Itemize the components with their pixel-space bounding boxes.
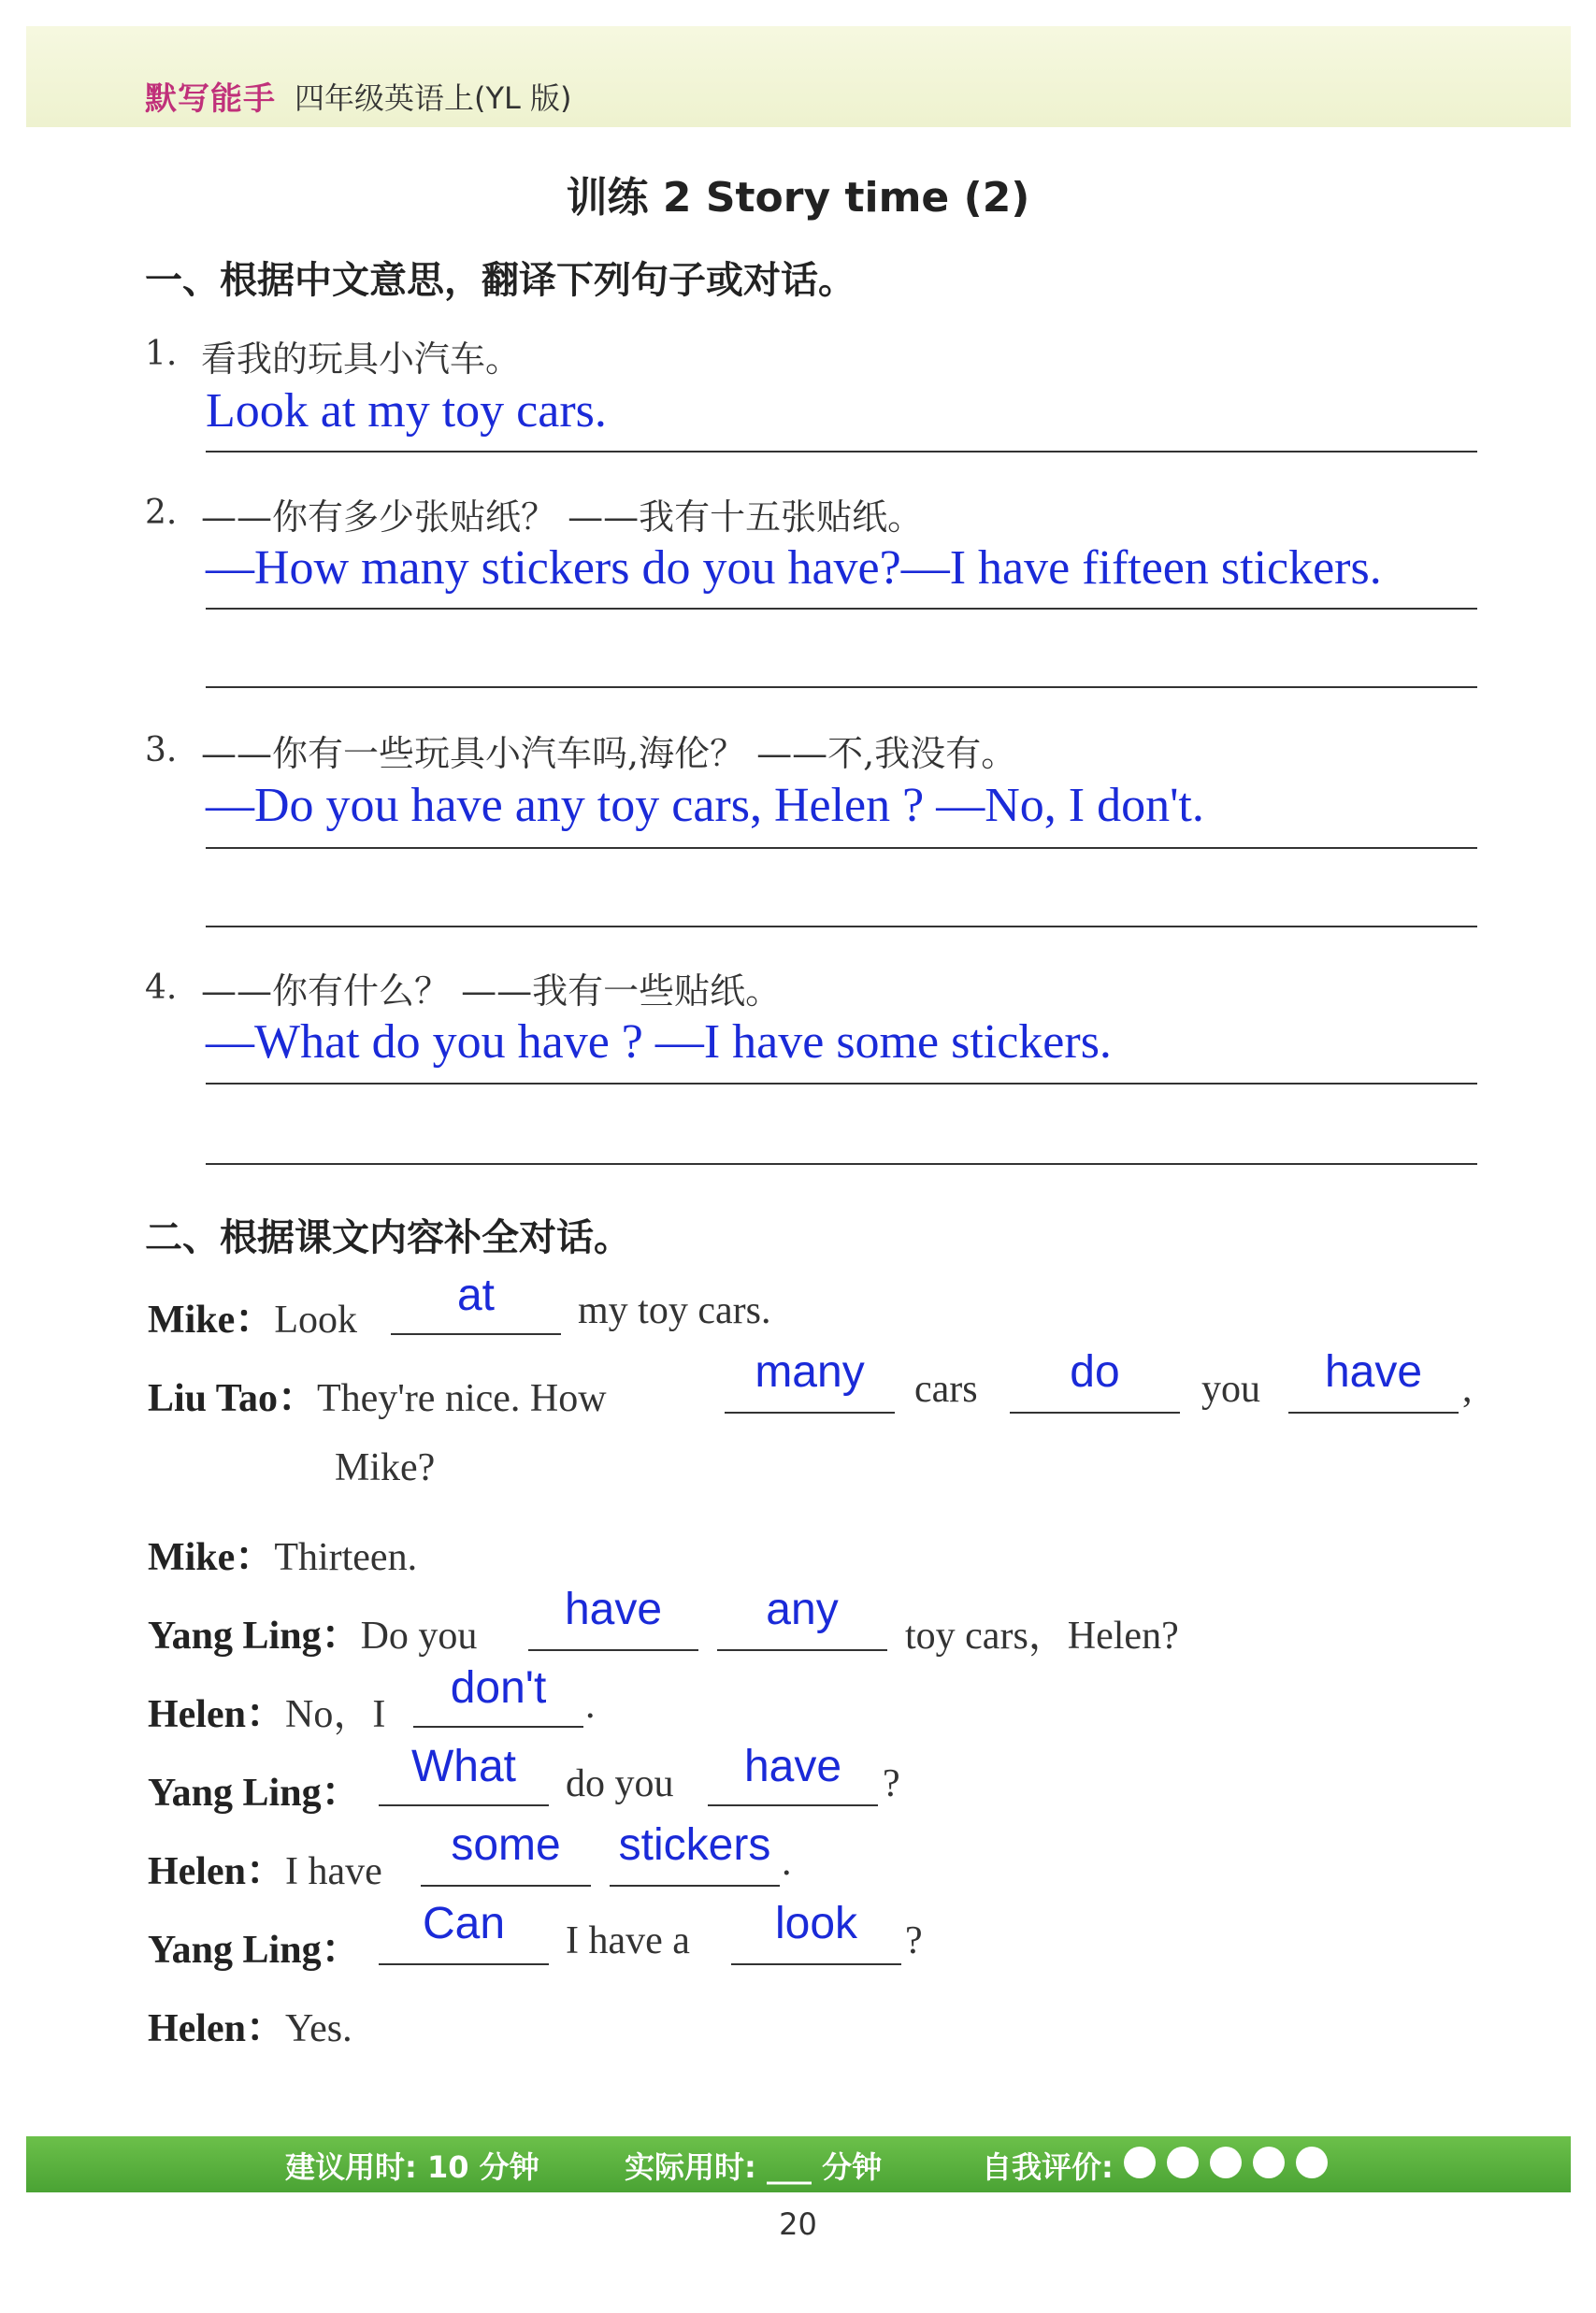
- speaker-name: Liu Tao：: [148, 1377, 317, 1420]
- fill-blank: [379, 1963, 549, 1965]
- answer-line: [206, 1083, 1477, 1085]
- fill-blank: [610, 1885, 780, 1887]
- question-number: 1.: [145, 335, 178, 373]
- fill-blank: [421, 1885, 591, 1887]
- question-text: ——你有什么？ ——我有一些贴纸。: [201, 970, 782, 1012]
- dialogue-text: toy cars，Helen?: [905, 1615, 1179, 1658]
- self-evaluation-label: 自我评价:: [982, 2149, 1114, 2185]
- answer-text: Look at my toy cars.: [206, 384, 607, 438]
- fill-answer: have: [743, 1742, 842, 1791]
- fill-answer: Can: [422, 1899, 506, 1948]
- dialogue-line: [148, 1918, 361, 1975]
- actual-time: 实际用时: ___ 分钟: [625, 2149, 883, 2185]
- answer-line: [206, 451, 1477, 453]
- fill-answer: some: [451, 1820, 561, 1870]
- dialogue-text: They're nice. How: [316, 1377, 607, 1420]
- speaker-name: Mike：: [148, 1536, 275, 1579]
- answer-line: [206, 847, 1477, 849]
- fill-blank: [413, 1726, 583, 1728]
- fill-blank: [731, 1963, 901, 1965]
- fill-answer: don't: [450, 1663, 547, 1713]
- dialogue-text: ,: [1462, 1368, 1473, 1411]
- page-number: 20: [779, 2206, 817, 2242]
- dialogue-line: [148, 1997, 352, 2053]
- answer-line: [206, 686, 1477, 688]
- dialogue-line: [148, 1683, 385, 1739]
- answer-line: [206, 608, 1477, 610]
- question-number: 2.: [145, 494, 178, 532]
- dialogue-line: [148, 1526, 417, 1582]
- suggested-time: 建议用时: 10 分钟: [285, 2149, 539, 2185]
- book-subtitle: 四年级英语上(YL 版): [295, 80, 572, 116]
- rating-flower-icon[interactable]: [1296, 2147, 1328, 2178]
- fill-blank: [1288, 1412, 1459, 1414]
- answer-line: [206, 926, 1477, 927]
- speaker-name: Yang Ling：: [148, 1929, 361, 1972]
- fill-blank: [379, 1804, 549, 1806]
- dialogue-text: No，I: [284, 1693, 386, 1736]
- question-number: 4.: [145, 969, 178, 1007]
- fill-answer: do: [1070, 1347, 1120, 1397]
- fill-answer: stickers: [618, 1820, 771, 1870]
- rating-flower-icon[interactable]: [1167, 2147, 1199, 2178]
- dialogue-text: .: [782, 1841, 792, 1884]
- fill-blank: [1010, 1412, 1180, 1414]
- speaker-name: Helen：: [148, 2007, 285, 2050]
- fill-blank: [708, 1804, 878, 1806]
- dialogue-text: do you: [566, 1762, 674, 1805]
- page-title: 训练 2 Story time (2): [566, 174, 1030, 222]
- fill-answer: have: [564, 1585, 663, 1634]
- question-text: 看我的玩具小汽车。: [201, 338, 522, 380]
- speaker-name: Yang Ling：: [148, 1615, 361, 1658]
- rating-flower-icon[interactable]: [1253, 2147, 1285, 2178]
- dialogue-text: ?: [883, 1762, 900, 1805]
- dialogue-text: I have: [284, 1850, 382, 1893]
- dialogue-text: you: [1201, 1368, 1260, 1411]
- speaker-name: Yang Ling：: [148, 1772, 361, 1815]
- dialogue-text: Look: [274, 1299, 357, 1342]
- answer-text: —Do you have any toy cars, Helen ? —No, I don't.: [206, 779, 1204, 832]
- answer-line: [206, 1163, 1477, 1165]
- fill-answer: have: [1324, 1347, 1423, 1397]
- fill-answer: any: [766, 1585, 839, 1634]
- question-number: 3.: [145, 731, 178, 769]
- dialogue-line: [148, 1288, 357, 1344]
- fill-answer: at: [456, 1271, 496, 1320]
- fill-answer: What: [410, 1742, 517, 1791]
- speaker-name: Helen：: [148, 1850, 285, 1893]
- dialogue-text: Do you: [360, 1615, 478, 1658]
- question-text: ——你有一些玩具小汽车吗,海伦？ ——不,我没有。: [201, 733, 1017, 774]
- answer-text: —What do you have ? —I have some stickers.: [206, 1015, 1112, 1069]
- dialogue-text: Yes.: [284, 2007, 352, 2050]
- rating-flower-icon[interactable]: [1210, 2147, 1242, 2178]
- dialogue-text: my toy cars.: [578, 1289, 771, 1332]
- fill-answer: many: [755, 1347, 865, 1397]
- dialogue-text: ?: [905, 1919, 923, 1962]
- speaker-name: Mike：: [148, 1299, 275, 1342]
- question-text: ——你有多少张贴纸？ ——我有十五张贴纸。: [201, 496, 924, 538]
- dialogue-text: cars: [914, 1368, 978, 1411]
- dialogue-text: Thirteen.: [274, 1536, 418, 1579]
- fill-blank: [528, 1649, 698, 1651]
- rating-flower-icon[interactable]: [1124, 2147, 1156, 2178]
- dialogue-text: .: [585, 1684, 596, 1727]
- dialogue-text: Mike?: [335, 1446, 436, 1489]
- section1-heading: 一、根据中文意思，翻译下列句子或对话。: [145, 259, 856, 302]
- dialogue-line: [148, 1604, 477, 1660]
- fill-answer: look: [774, 1899, 858, 1948]
- fill-blank: [391, 1333, 561, 1335]
- section2-heading: 二、根据课文内容补全对话。: [145, 1216, 631, 1259]
- fill-blank: [717, 1649, 887, 1651]
- dialogue-line: [148, 1367, 607, 1423]
- brand-logo: 默写能手: [145, 80, 276, 118]
- fill-blank: [725, 1412, 895, 1414]
- answer-text: —How many stickers do you have?—I have fifteen stickers.: [206, 541, 1382, 595]
- dialogue-line: [148, 1761, 361, 1817]
- dialogue-line: [148, 1840, 382, 1896]
- dialogue-text: I have a: [566, 1919, 690, 1962]
- speaker-name: Helen：: [148, 1693, 285, 1736]
